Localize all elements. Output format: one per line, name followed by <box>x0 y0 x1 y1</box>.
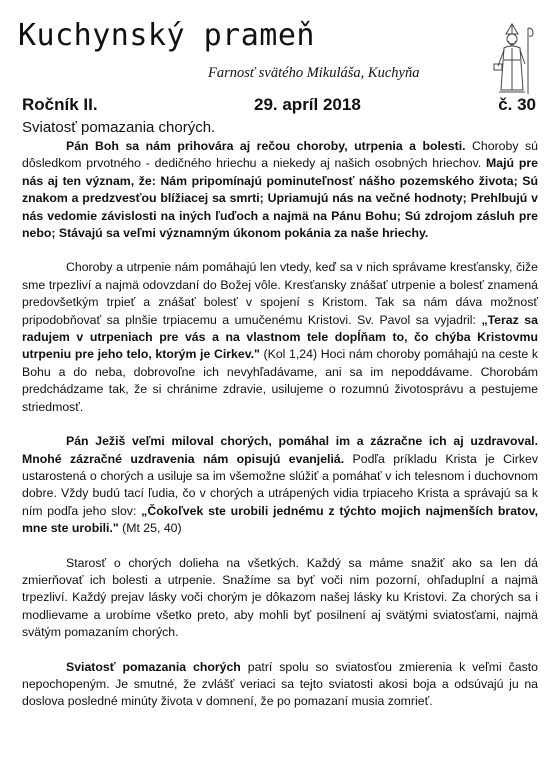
masthead <box>16 18 486 88</box>
p2-text: Choroby a utrpenie nám pomáhajú len vtedy, keď sa v nich správame kresťansky, čiže sme trpezliví a najmä odovzdaní do Božej vôle. Kresťansky znášať utrpenie a bolesť znamená predovšetkým trpieť a znášať bolesť v spojení s Kristom. Tak sa nám dáva možnosť pripodobňovať sa plnšie trpiacemu a umučenému Kristovi. Sv. Pavol sa vyjadril: <box>22 260 538 327</box>
issue-info <box>22 95 536 117</box>
article-title: Sviatosť pomazania chorých. <box>22 119 216 136</box>
paragraph-5 <box>22 659 538 711</box>
paragraph-1 <box>22 138 538 242</box>
p3-text: Podľa príkladu Krista je Cirkev ustarostená o chorých a usiluje sa im všemožne slúžiť a pomáhať v ich telesnom i duchovnom dobre. Vždy budú tací ľudia, čo v chorých a utrápených vidia trpiaceho Krista a správajú sa k ním podľa jeho slov: <box>22 451 538 518</box>
article-body <box>22 138 538 711</box>
p3-reference: (Mt 25, 40) <box>118 521 182 536</box>
newsletter-title: Kuchynský prameň <box>18 18 315 53</box>
paragraph-2 <box>22 259 538 416</box>
p2-quote: „Teraz sa radujem v utrpeniach pre vás a na vlastnom tele dopĺňam to, čo chýba Kristovmu utrpeniu pre jeho telo, ktorým je Cirkev." <box>22 312 538 362</box>
p3-quote: „Čokoľvek ste urobili jednému z týchto mojich najmenších bratov, mne ste urobili." <box>22 503 539 536</box>
volume: Ročník II. <box>22 95 98 114</box>
paragraph-4: Starosť o chorých dolieha na všetkých. Každý sa máme snažiť ako sa len dá zmierňovať ich bolesti a utrpenie. Snažíme sa byť voči nim pozorní, ohľaduplní a najmä trpezliví. Každý prejav lásky voči chorým je dôkazom našej lásky ku Kristovi. Za chorých sa i modlievame a urobíme všetko preto, aby mohli byť posilnení aj svätými sviatosťami, najmä svätým pomazaním chorých. <box>22 555 538 640</box>
p1-bold-lead: Pán Boh sa nám prihovára aj rečou choroby, utrpenia a bolesti. <box>66 139 466 153</box>
p5-bold-lead: Sviatosť pomazania chorých <box>66 659 241 674</box>
p3-bold-lead: Pán Ježiš veľmi miloval chorých, pomáhal im a zázračne ich aj uzdravoval. Mnohé zázračné uzdravenia nám opisujú evanjeliá. <box>22 434 538 466</box>
parish-subtitle: Farnosť svätého Mikuláša, Kuchyňa <box>208 65 420 81</box>
saint-nicholas-icon <box>490 20 534 98</box>
issue-number: č. 30 <box>498 95 536 114</box>
issue-date: 29. apríl 2018 <box>254 95 361 114</box>
p1-text: Choroby sú dôsledkom prvotného - dedičného hriechu a niekedy aj našich osobných hriechov. <box>22 139 538 171</box>
p2-text-end: (Kol 1,24) Hoci nám choroby pomáhajú na ceste k Bohu a do neba, dobrovoľne ich nevyhľadávame, ani sa im nepoddávame. Chorobám predchádzame tak, že si chránime zdravie, usilujeme o rozumnú životosprávu a pestujeme striedmosť. <box>22 347 538 414</box>
p1-bold-list: Majú pre nás aj ten význam, že: Nám pripomínajú pominuteľnosť nášho pozemského života; Sú znakom a predzvesťou blížiacej sa smrti; Upriamujú nás na večné hodnoty; Prehlbujú v nás vedomie závislosti na iných ľuďoch a najmä na Pánu Bohu; Sú zdrojom zásluh pre nebo; Stávajú sa veľmi významným úkonom pokánia za naše hriechy. <box>22 156 538 241</box>
p5-text: patrí spolu so sviatosťou zmierenia k veľmi často nepochopeným. Je smutné, že zvlášť veriaci sa tejto sviatosti akosi boja a odsúvajú ju na doslova posledné minúty života v domnení, že po pomazaní musia zomrieť. <box>22 659 538 709</box>
paragraph-3 <box>22 433 538 537</box>
